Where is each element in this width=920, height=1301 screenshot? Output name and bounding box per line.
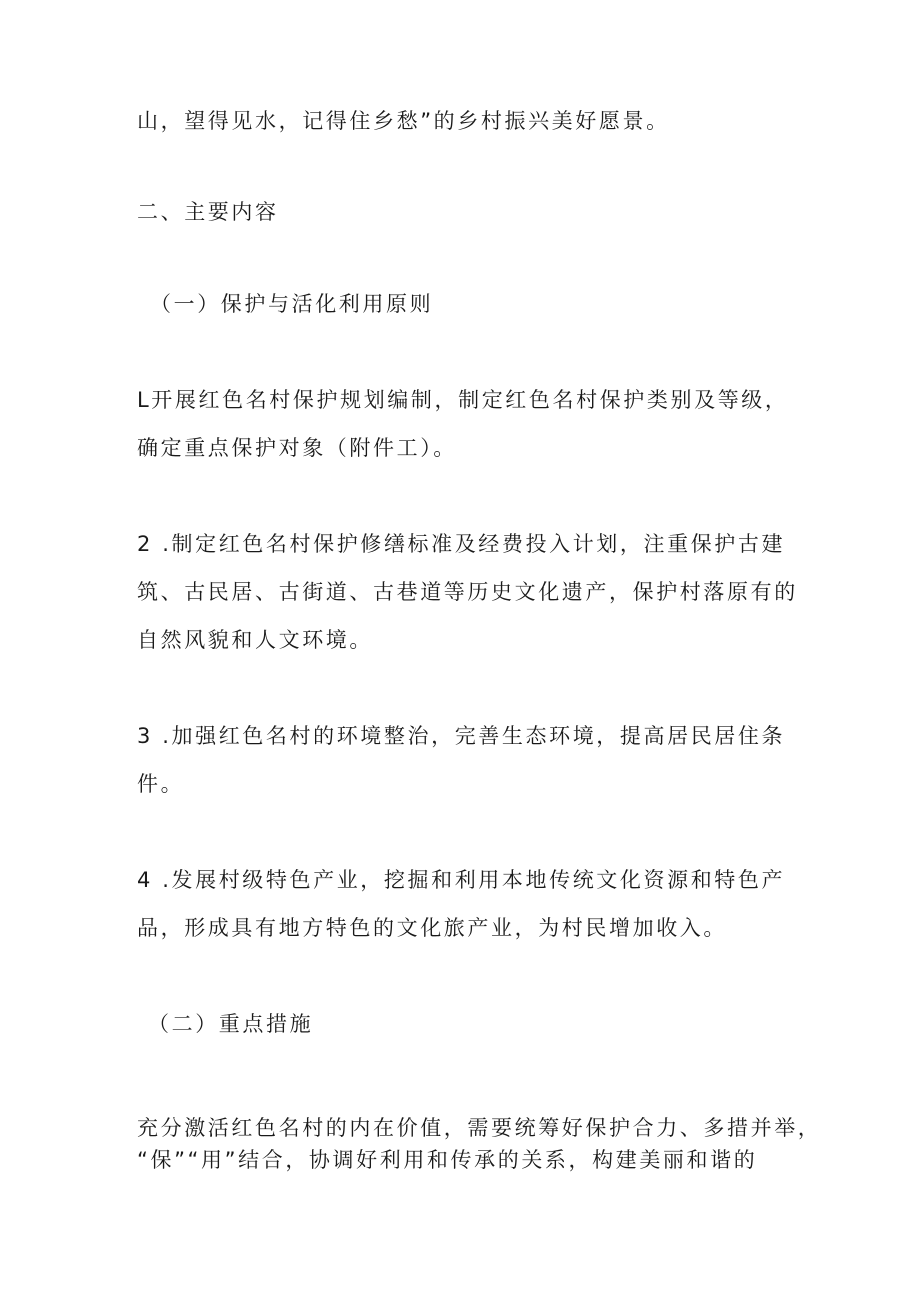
paragraph-line: “保”“用”结合，协调好利用和传承的关系，构建美丽和谐的 [137,1148,758,1172]
list-item-line: L开展红色名村保护规划编制，制定红色名村保护类别及等级， [137,388,789,412]
list-item-line: 自然风貌和人文环境。 [137,628,373,652]
list-item-line: 4 .发展村级特色产业，挖掘和利用本地传统文化资源和特色产 [137,868,786,892]
paragraph-line: 充分激活红色名村的内在价值，需要统筹好保护合力、多措并举， [137,1116,822,1140]
list-item-line: 2 .制定红色名村保护修缮标准及经费投入计划，注重保护古建 [137,532,786,556]
list-item-line: 3 .加强红色名村的环境整治，完善生态环境，提高居民居住条 [137,724,786,748]
list-item-line: 件。 [137,772,185,796]
list-item-line: 品，形成具有地方特色的文化旅产业，为村民增加收入。 [137,916,727,940]
subsection-heading: （二）重点措施 [148,1012,314,1036]
list-item-line: 确定重点保护对象（附件工）。 [137,436,457,460]
section-heading: 二、主要内容 [137,200,279,224]
subsection-heading: （一）保护与活化利用原则 [150,292,434,316]
paragraph-line: 山，望得见水，记得住乡愁”的乡村振兴美好愿景。 [137,109,670,133]
list-item-line: 筑、古民居、古街道、古巷道等历史文化遗产，保护村落原有的 [137,580,798,604]
